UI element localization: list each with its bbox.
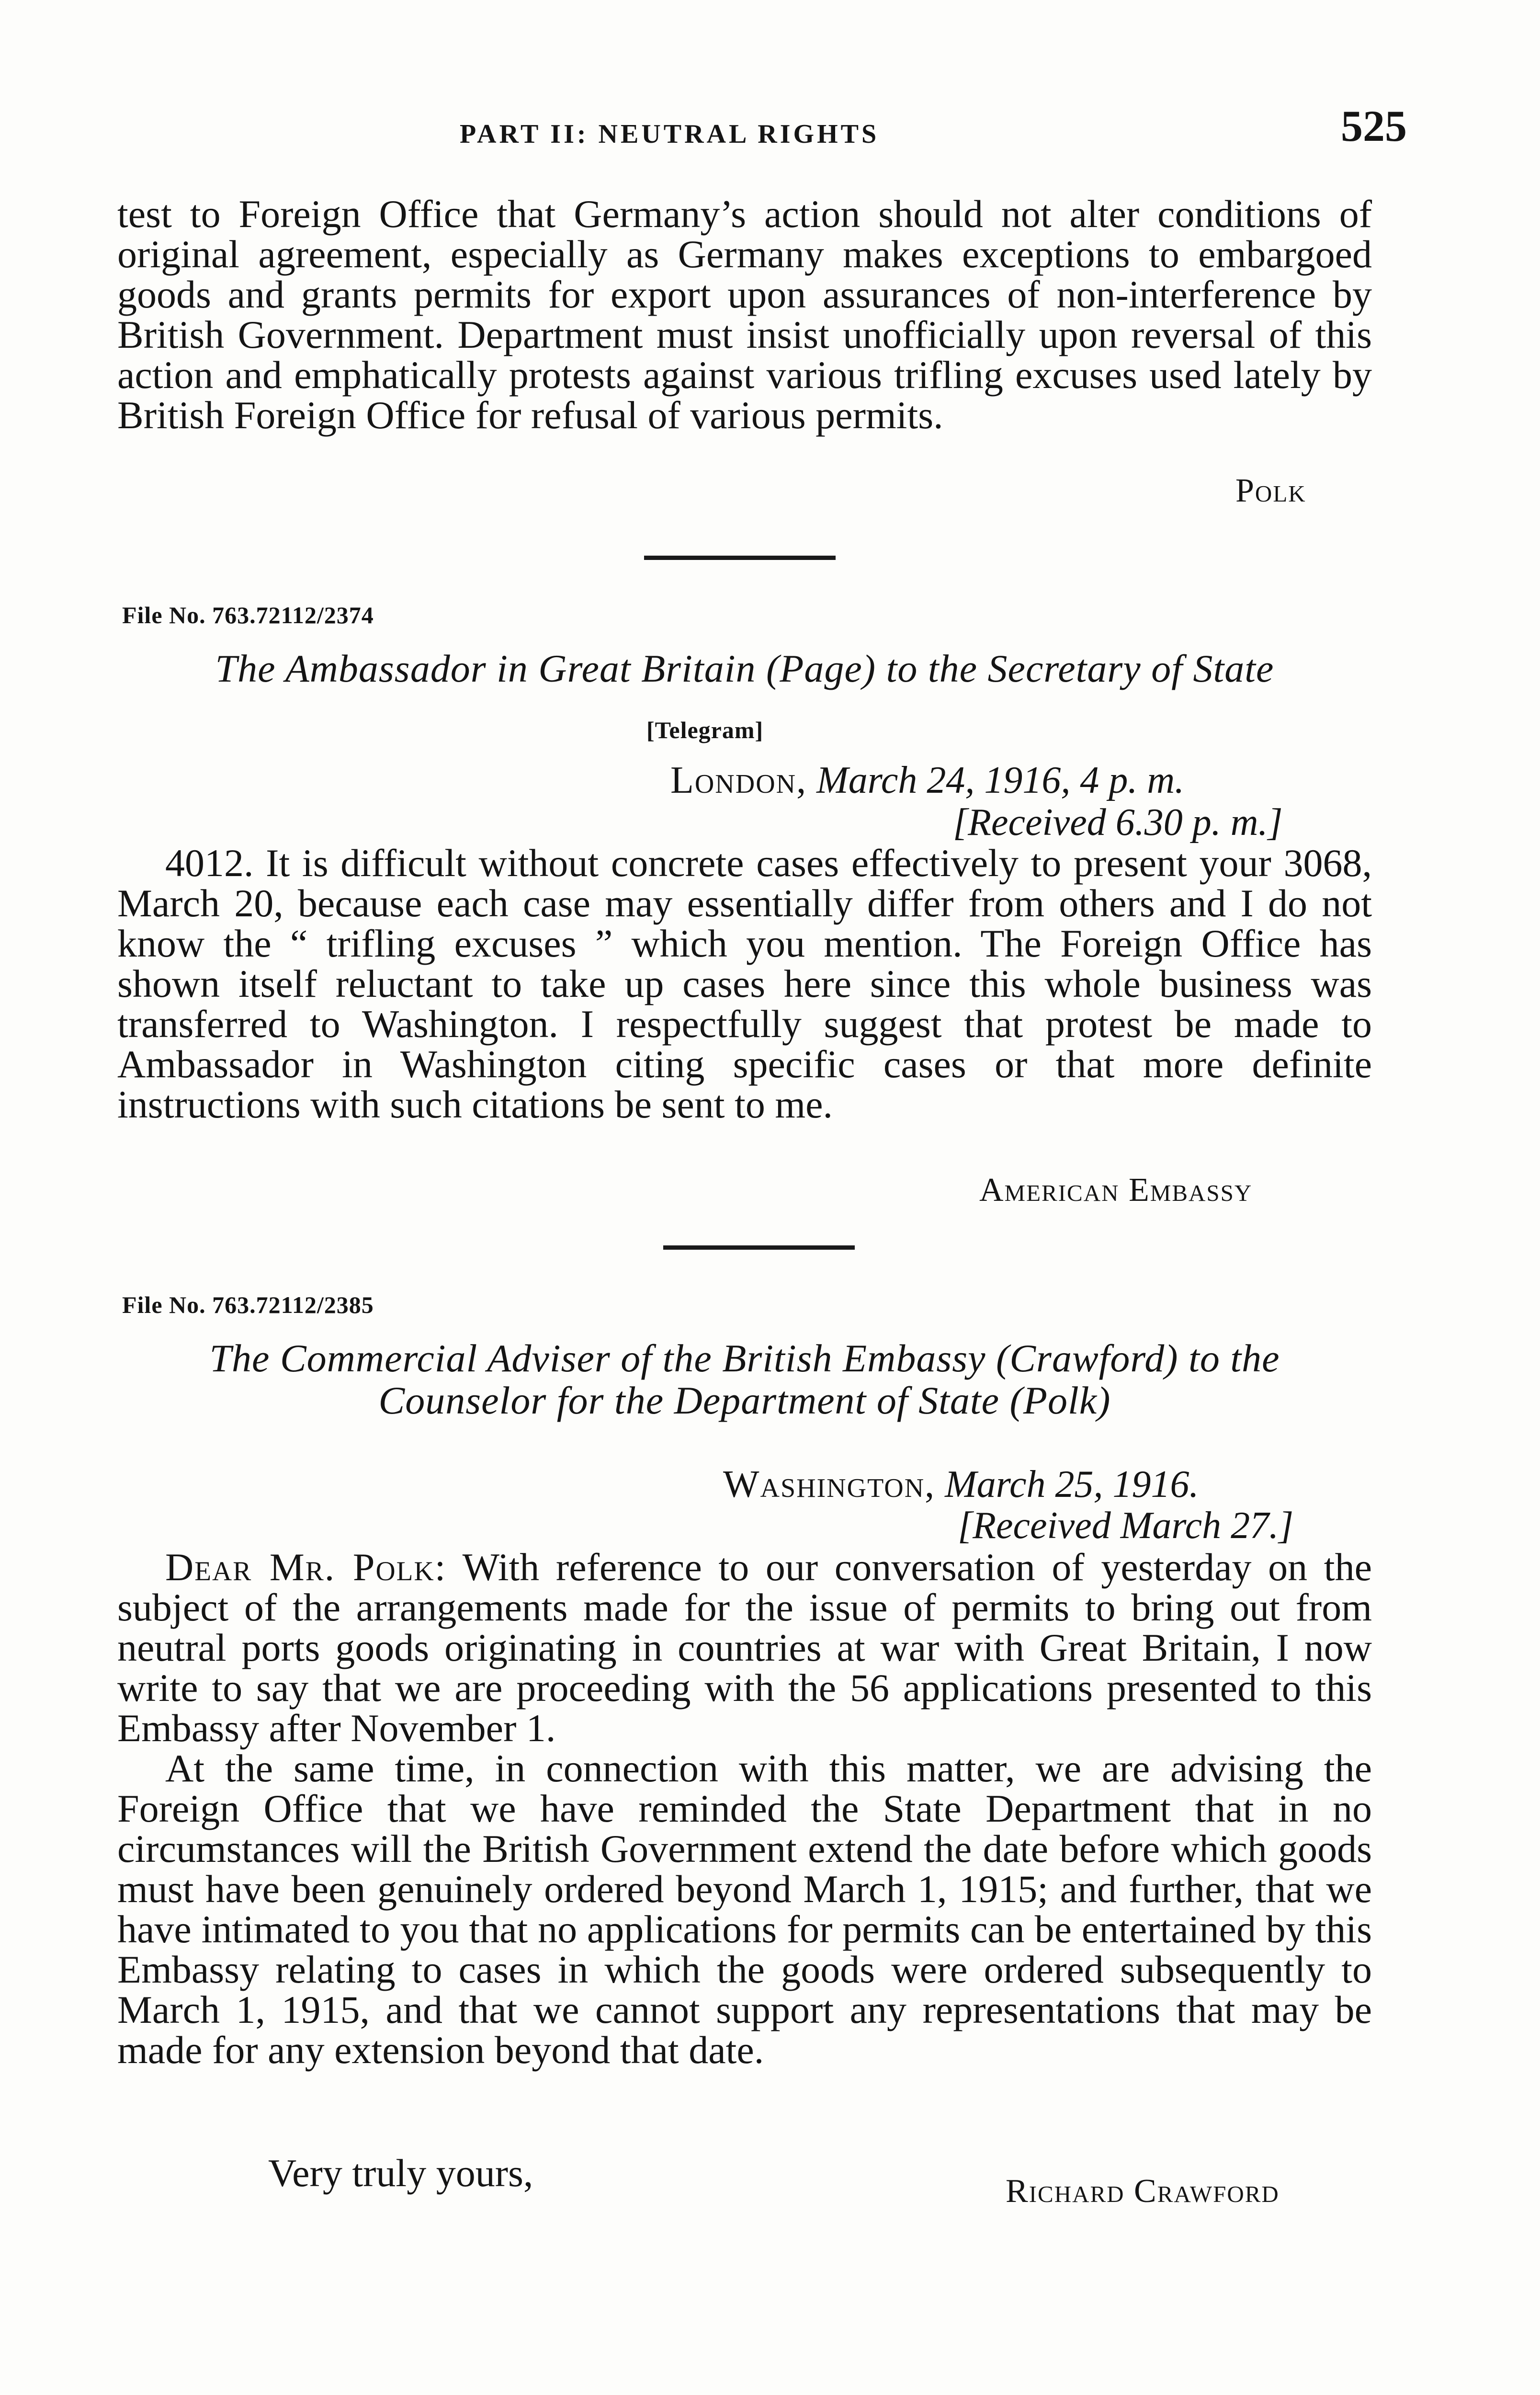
running-head: PART II: NEUTRAL RIGHTS [460, 119, 880, 149]
received-note: [Received 6.30 p. m.] [953, 801, 1283, 844]
section-divider [644, 556, 836, 560]
letter-signature: Richard Crawford [1006, 2173, 1280, 2210]
dateline [670, 759, 1184, 801]
dateline [723, 1463, 1199, 1505]
page-number: 525 [1341, 102, 1407, 150]
letter-closing: Very truly yours, [268, 2151, 533, 2195]
received-note: [Received March 27.] [958, 1505, 1294, 1547]
dateline-place: Washington, [723, 1463, 936, 1505]
file-number: File No. 763.72112/2385 [122, 1291, 374, 1318]
dateline-date: March 25, 1916. [945, 1463, 1199, 1505]
continuation-signature: Polk [1235, 472, 1306, 509]
letter-paragraph-1 [117, 1547, 1372, 1748]
dateline-place: London, [670, 759, 807, 801]
document-title-line-1: The Commercial Adviser of the British Embassy (Crawford) to the [209, 1336, 1280, 1380]
telegram-body: 4012. It is difficult without concrete cases effectively to present your 3068, March 20, because each case may essentially differ from others and I do not know the “ trifling excuses ” which you mention. The Foreign Office has shown itself reluctant to take up cases here since this whole business was transferred to Washington. I respectfully suggest that protest be made to Ambassador in Washington citing specific cases or that more definite instructions with such citations be sent to me. [117, 841, 1372, 1126]
telegram-tag: [Telegram] [646, 717, 764, 743]
section-divider [663, 1245, 855, 1250]
telegram-signature: American Embassy [979, 1172, 1253, 1209]
continuation-paragraph: test to Foreign Office that Germany’s action should not alter conditions of original agreement, especially as Germany makes exceptions to embargoed goods and grants permits for export upon assurances of non-interference by British Government. Department must insist unofficially upon reversal of this action and emphatically protests against various trifling excuses used lately by British Foreign Office for refusal of various permits. [117, 192, 1372, 437]
file-number: File No. 763.72112/2374 [122, 602, 374, 628]
dateline-date: March 24, 1916, 4 p. m. [816, 759, 1185, 801]
document-title: The Ambassador in Great Britain (Page) to the Secretary of State [215, 647, 1274, 690]
salutation: Dear Mr. Polk: [165, 1545, 447, 1589]
letter-paragraph-1-text: With reference to our conversation of yesterday on the subject of the arrangements made for the issue of permits to bring out from neutral ports goods originating in countries at war with Great Britain, I now write to say that we are proceeding with the 56 applications presented to this Embassy after November 1. [117, 1545, 1372, 1750]
document-title-line-2: Counselor for the Department of State (Polk) [378, 1379, 1111, 1422]
letter-paragraph-2: At the same time, in connection with this matter, we are advising the Foreign Office that we have reminded the State Department that in no circumstances will the British Government extend the date before which goods must have been genuinely ordered beyond March 1, 1915; and further, that we have intimated to you that no applications for permits can be entertained by this Embassy relating to cases in which the goods were ordered subsequently to March 1, 1915, and that we cannot support any representations that may be made for any extension beyond that date. [117, 1746, 1372, 2072]
